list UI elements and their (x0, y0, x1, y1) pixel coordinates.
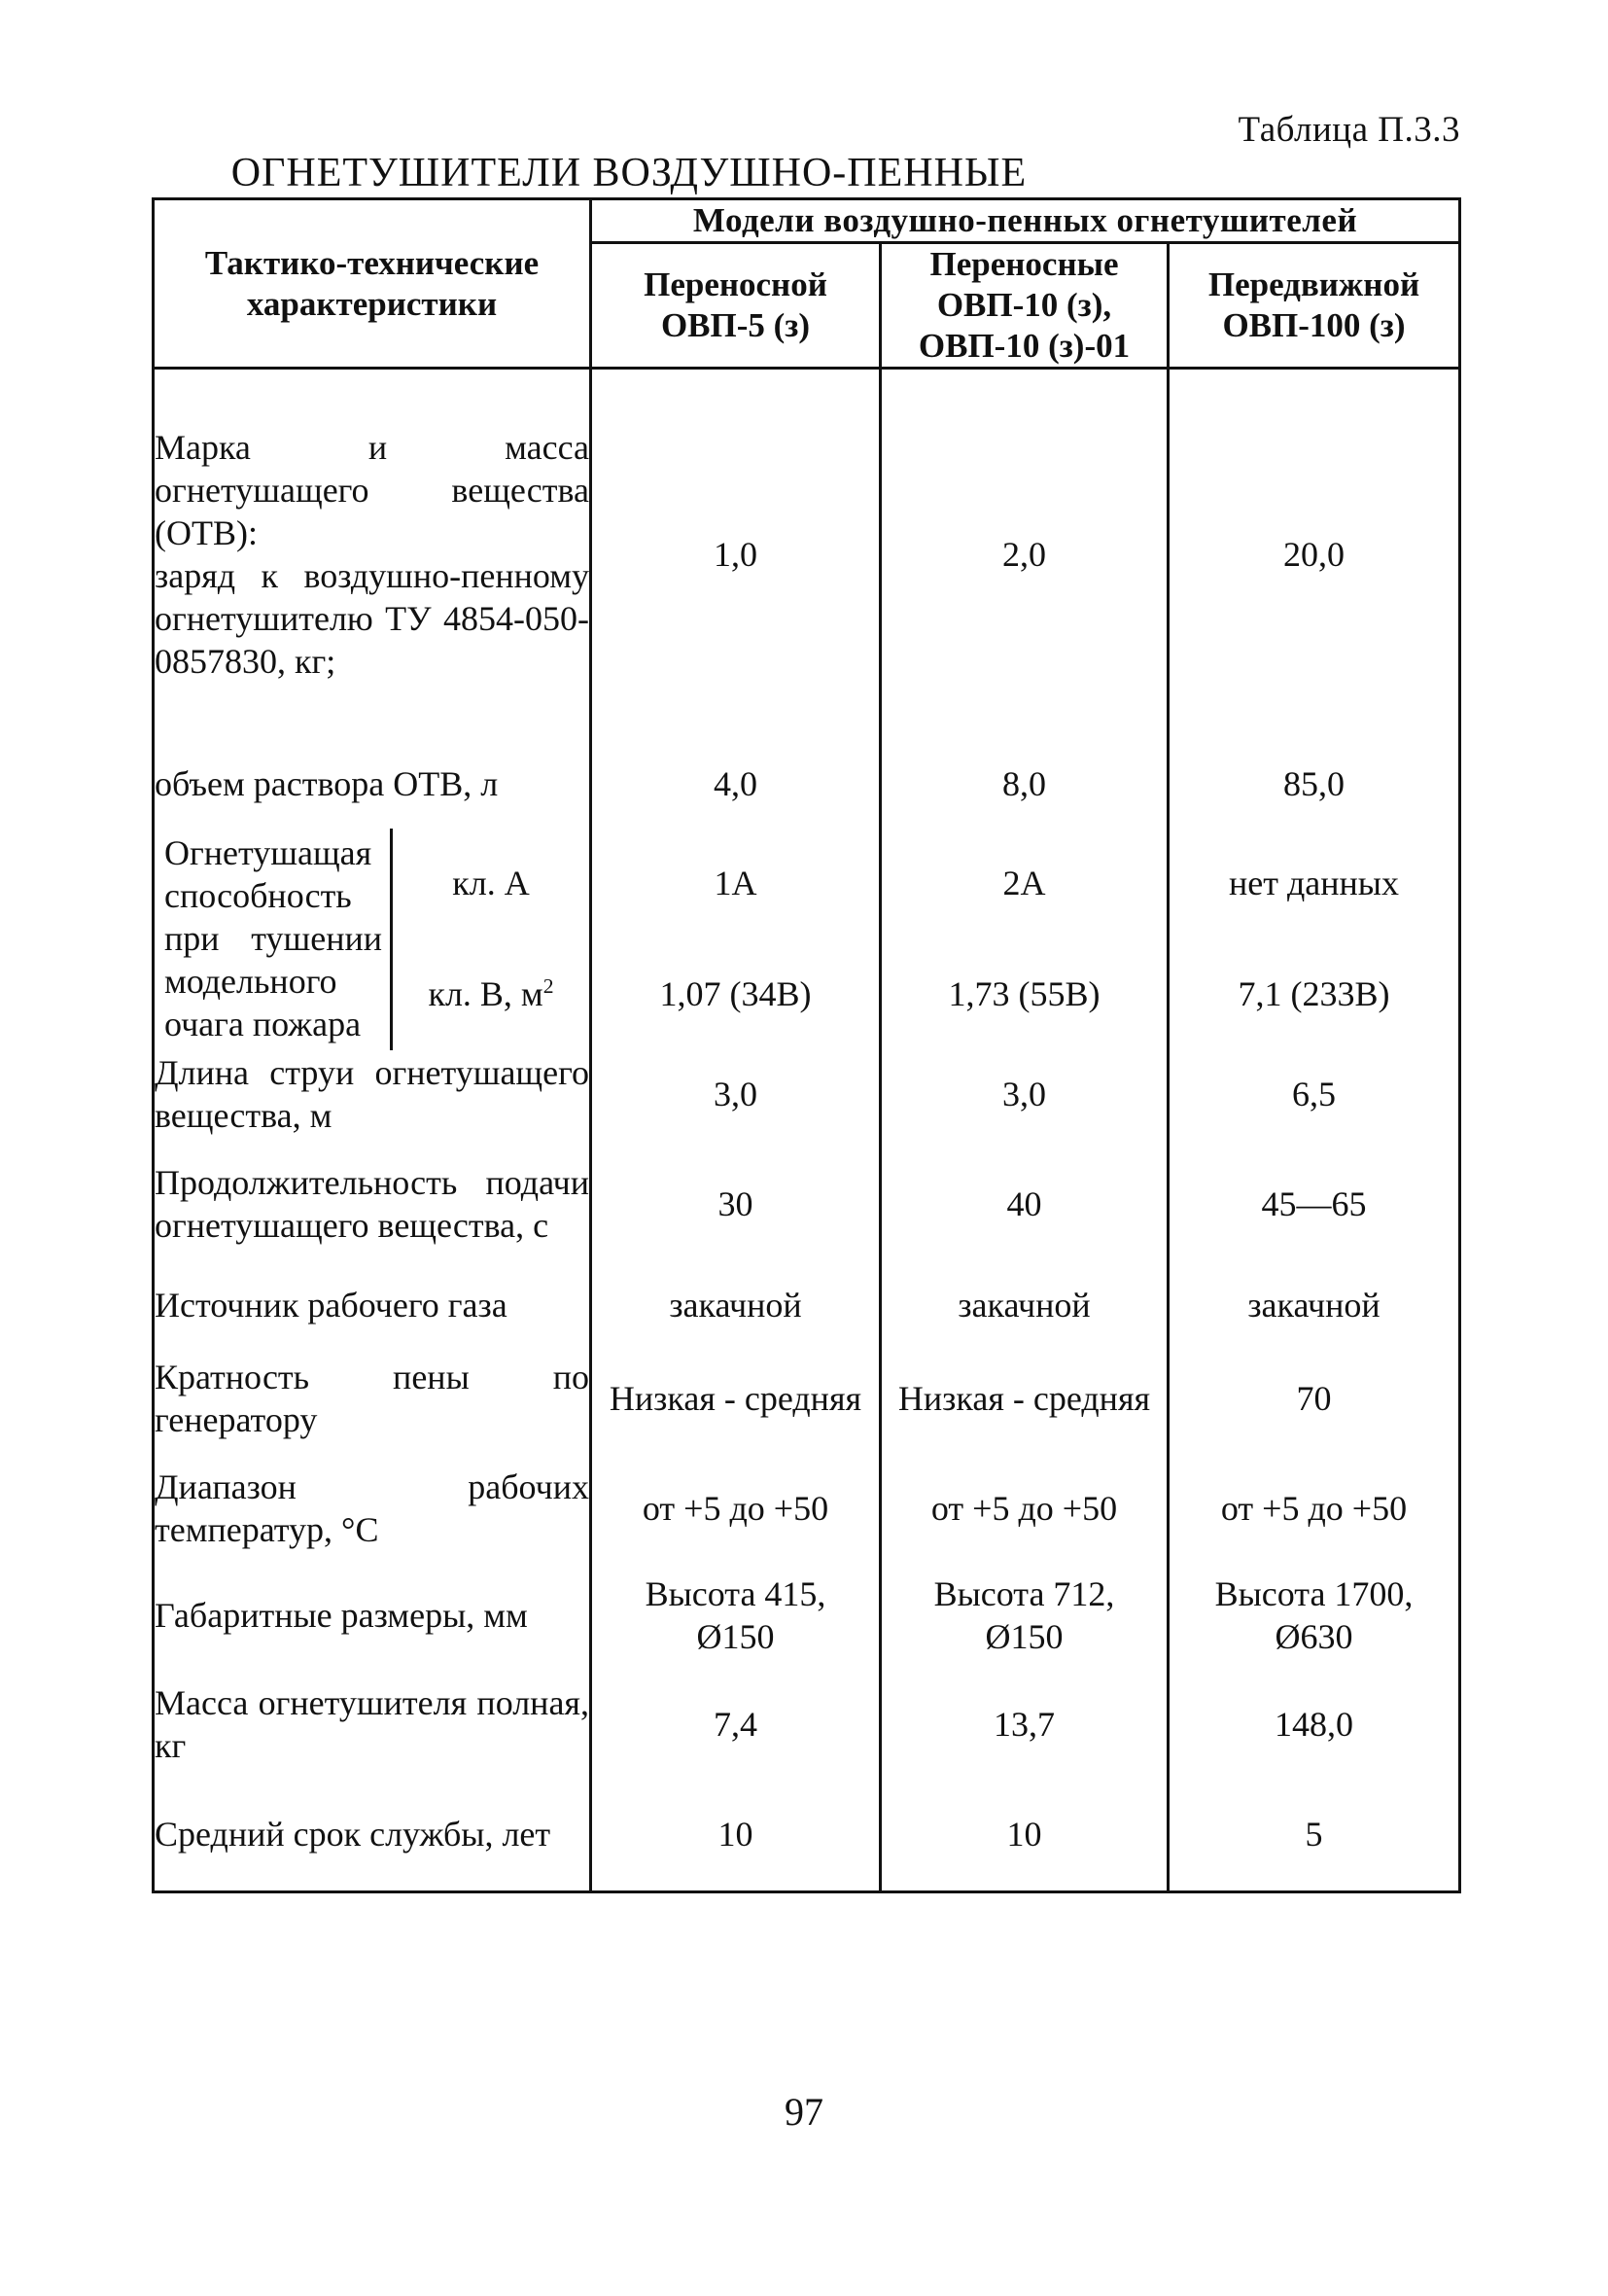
table-row (154, 1270, 1460, 1342)
cell-value: 30 (591, 1140, 881, 1270)
ability-classes (393, 829, 589, 1050)
cell-value: от +5 до +50 (881, 1457, 1169, 1562)
cell-value: 6,5 (1169, 1050, 1460, 1140)
charge-label-line1: Марка и масса огнетушащего вещества (ОТВ): (155, 428, 589, 553)
row-label-size: Габаритные размеры, мм (154, 1562, 591, 1671)
ability-a-value: 1А (714, 863, 757, 902)
cell-value: 5 (1169, 1780, 1460, 1892)
header-model-ovp100: Передвижной ОВП-100 (з) (1169, 243, 1460, 369)
ability-label-block (155, 829, 589, 1050)
row-label-volume: объем раствора ОТВ, л (154, 741, 591, 829)
cell-value (591, 829, 881, 1050)
row-label-duration: Продолжительность подачи огнетушащего вещества, с (154, 1140, 591, 1270)
size-diameter: Ø150 (985, 1616, 1064, 1656)
size-height: Высота 1700, (1214, 1573, 1414, 1613)
size-height: Высота 415, (645, 1573, 826, 1613)
cell-value: 4,0 (591, 741, 881, 829)
row-label-ratio: Кратность пены по генератору (154, 1342, 591, 1457)
cell-value: закачной (1169, 1270, 1460, 1342)
cell-value: 8,0 (881, 741, 1169, 829)
row-label-life: Средний срок службы, лет (154, 1780, 591, 1892)
cell-value: 1,0 (591, 369, 881, 742)
table-row (154, 369, 1460, 742)
table-row (154, 1671, 1460, 1780)
ability-label: Огнетушащая способность при тушении модельного очага пожара (155, 829, 393, 1050)
row-label-jet: Длина струи огнетушащего вещества, м (154, 1050, 591, 1140)
cell-value: от +5 до +50 (591, 1457, 881, 1562)
table-title: ОГНЕТУШИТЕЛИ ВОЗДУШНО-ПЕННЫЕ (230, 151, 1028, 195)
cell-value: 70 (1169, 1342, 1460, 1457)
table-row (154, 1342, 1460, 1457)
cell-value: Низкая - средняя (881, 1342, 1169, 1457)
cell-value: от +5 до +50 (1169, 1457, 1460, 1562)
cell-value: закачной (881, 1270, 1169, 1342)
ability-b-value: 1,07 (34В) (659, 973, 812, 1013)
charge-label-line2: заряд к воздушно-пенному огнетушителю ТУ 4854-050-0857830, кг; (155, 556, 589, 681)
cell-value: 2,0 (881, 369, 1169, 742)
table-number: Таблица П.3.3 (1238, 110, 1460, 150)
cell-value: 3,0 (881, 1050, 1169, 1140)
cell-value: Низкая - средняя (591, 1342, 881, 1457)
header-model-ovp10: Переносные ОВП-10 (з), ОВП-10 (з)-01 (881, 243, 1169, 369)
row-label-charge (154, 369, 591, 742)
header-characteristics: Тактико-технические характеристики (154, 199, 591, 369)
table-row (154, 741, 1460, 829)
row-label-mass: Масса огнетушителя полная, кг (154, 1671, 591, 1780)
cell-value: 13,7 (881, 1671, 1169, 1780)
ability-a-value: 2А (1002, 863, 1046, 902)
cell-value: 148,0 (1169, 1671, 1460, 1780)
table-row (154, 1050, 1460, 1140)
cell-value: 10 (591, 1780, 881, 1892)
specs-table (152, 197, 1461, 1893)
row-label-gas: Источник рабочего газа (154, 1270, 591, 1342)
table-row (154, 829, 1460, 1050)
class-b-label: кл. В, $м^2$ (428, 973, 554, 1013)
cell-value: 3,0 (591, 1050, 881, 1140)
cell-value: закачной (591, 1270, 881, 1342)
header-models-group: Модели воздушно-пенных огнетушителей (591, 199, 1460, 243)
class-a-label: кл. А (452, 863, 530, 902)
size-diameter: Ø630 (1275, 1616, 1353, 1656)
header-model-ovp5: Переносной ОВП-5 (з) (591, 243, 881, 369)
cell-value (591, 1562, 881, 1671)
cell-value: 40 (881, 1140, 1169, 1270)
cell-value: 85,0 (1169, 741, 1460, 829)
table-row (154, 1140, 1460, 1270)
ability-b-value: 7,1 (233В) (1238, 973, 1390, 1013)
cell-value: 10 (881, 1780, 1169, 1892)
page-number: 97 (785, 2090, 823, 2134)
cell-value: 45—65 (1169, 1140, 1460, 1270)
cell-value (1169, 829, 1460, 1050)
cell-value: 20,0 (1169, 369, 1460, 742)
size-diameter: Ø150 (696, 1616, 775, 1656)
cell-value: 7,4 (591, 1671, 881, 1780)
table-row (154, 1562, 1460, 1671)
cell-value (1169, 1562, 1460, 1671)
cell-value (881, 1562, 1169, 1671)
table-row (154, 1457, 1460, 1562)
ability-a-value: нет данных (1229, 863, 1399, 902)
row-label-ability (154, 829, 591, 1050)
row-label-temp: Диапазон рабочих температур, °С (154, 1457, 591, 1562)
ability-b-value: 1,73 (55В) (948, 973, 1101, 1013)
cell-value (881, 829, 1169, 1050)
table-row (154, 1780, 1460, 1892)
size-height: Высота 712, (933, 1573, 1115, 1613)
